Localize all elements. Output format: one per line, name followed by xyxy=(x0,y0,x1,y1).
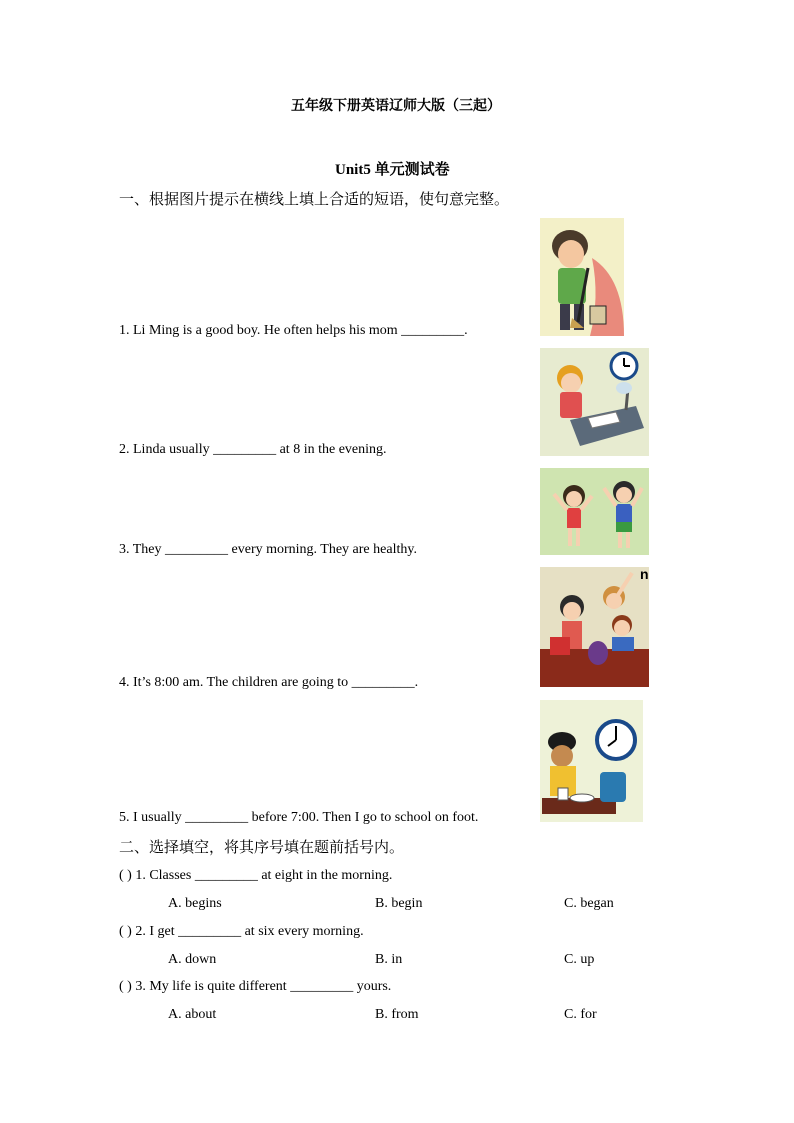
choice-2-option-b: B. in xyxy=(375,952,403,967)
exercising-kids-illustration xyxy=(540,468,649,555)
choice-1-option-b: B. begin xyxy=(375,896,423,911)
doing-homework-illustration xyxy=(540,348,649,456)
question-5-text: 5. I usually _________ before 7:00. Then I go to school on foot. xyxy=(119,810,479,825)
choice-1-option-c: C. began xyxy=(564,896,614,911)
question-2-text: 2. Linda usually _________ at 8 in the evening. xyxy=(119,442,387,457)
question-3-text: 3. They _________ every morning. They are healthy. xyxy=(119,542,417,557)
section1-heading: 一、根据图片提示在横线上填上合适的短语，使句意完整。 xyxy=(119,190,510,208)
choice-question-2-stem: ( ) 2. I get _________ at six every morning. xyxy=(119,924,364,939)
page-title: 五年级下册英语辽师大版（三起） xyxy=(291,98,501,114)
choice-2-option-c: C. up xyxy=(564,952,595,967)
sweeping-floor-illustration xyxy=(540,218,624,336)
choice-2-option-a: A. down xyxy=(168,952,217,967)
choice-3-option-c: C. for xyxy=(564,1007,597,1022)
classroom-illustration xyxy=(540,567,649,687)
section2-heading: 二、选择填空，将其序号填在题前括号内。 xyxy=(119,838,405,856)
question-4-text: 4. It’s 8:00 am. The children are going to _________. xyxy=(119,675,419,690)
question-1-text: 1. Li Ming is a good boy. He often helps his mom _________. xyxy=(119,323,468,338)
svg-text:n: n xyxy=(640,567,649,582)
page-subtitle: Unit5 单元测试卷 xyxy=(335,162,450,178)
choice-question-3-stem: ( ) 3. My life is quite different _________ yours. xyxy=(119,979,392,994)
eating-breakfast-illustration xyxy=(540,700,643,822)
choice-question-1-stem: ( ) 1. Classes _________ at eight in the morning. xyxy=(119,868,393,883)
choice-3-option-b: B. from xyxy=(375,1007,419,1022)
choice-3-option-a: A. about xyxy=(168,1007,217,1022)
choice-1-option-a: A. begins xyxy=(168,896,222,911)
